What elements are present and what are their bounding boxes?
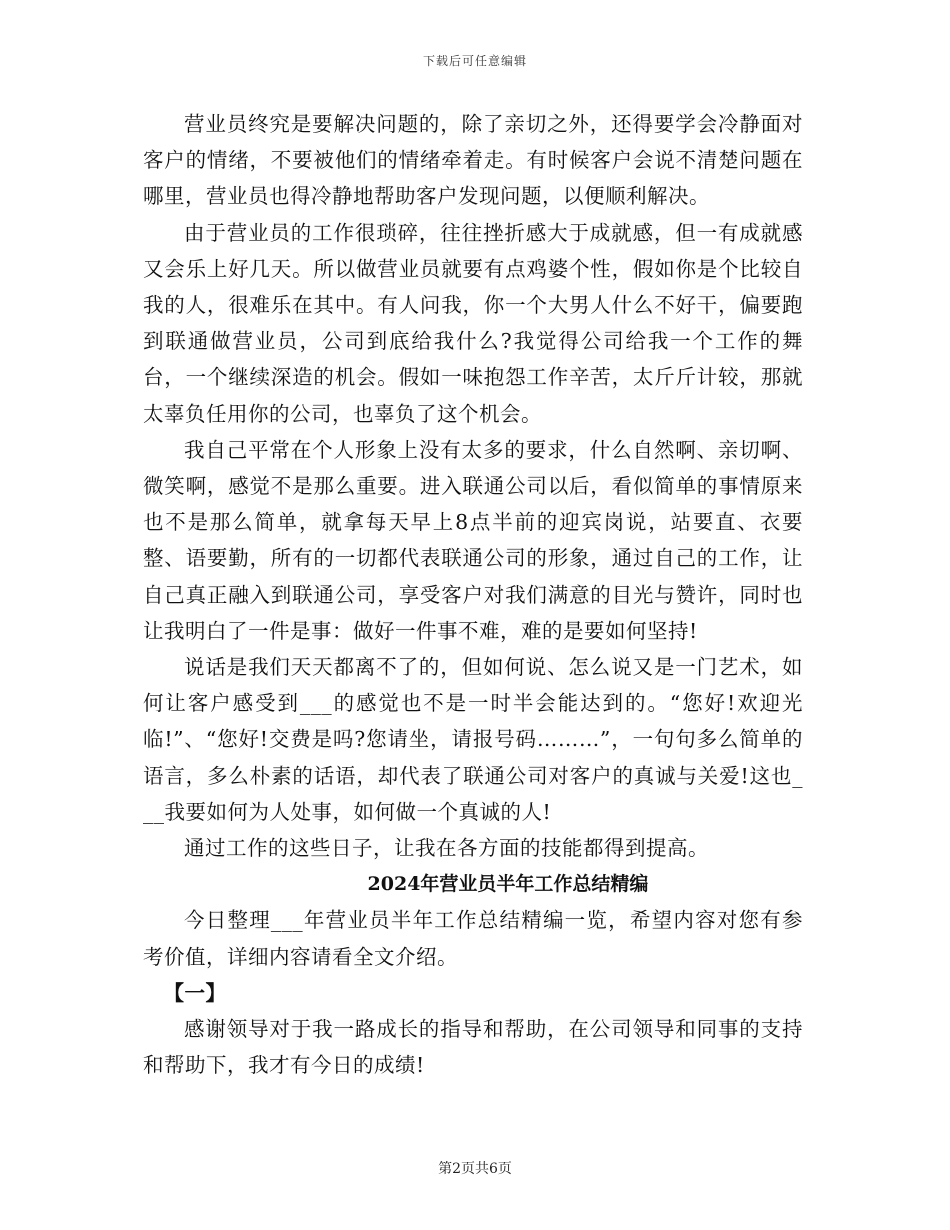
page-footer-number: 第2页共6页 xyxy=(438,1161,512,1177)
paragraph: 感谢领导对于我一路成长的指导和帮助，在公司领导和同事的支持和帮助下，我才有今日的成绩! xyxy=(143,1017,803,1078)
section-marker: 【一】 xyxy=(163,980,227,1005)
document-body xyxy=(143,106,803,1083)
paragraph: 说话是我们天天都离不了的，但如何说、怎么说又是一门艺术，如何让客户感受到___的感觉也不是一时半会能达到的。“您好!欢迎光临!”、“您好!交费是吗?您请坐，请报号码………”，一句句多么简单的语言，多么朴素的话语，却代表了联通公司对客户的真诚与关爱!这也___我要如何为人处事，如何做一个真诚的人! xyxy=(143,655,803,824)
section-intro: 今日整理___年营业员半年工作总结精编一览，希望内容对您有参考价值，详细内容请看全文介绍。 xyxy=(143,908,803,969)
paragraph: 通过工作的这些日子，让我在各方面的技能都得到提高。 xyxy=(184,836,709,861)
paragraph: 由于营业员的工作很琐碎，往往挫折感大于成就感，但一有成就感又会乐上好几天。所以做营业员就要有点鸡婆个性，假如你是个比较自我的人，很难乐在其中。有人问我，你一个大男人什么不好干，偏要跑到联通做营业员，公司到底给我什么?我觉得公司给我一个工作的舞台，一个继续深造的机会。假如一味抱怨工作辛苦，太斤斤计较，那就太辜负任用你的公司，也辜负了这个机会。 xyxy=(143,220,803,426)
page-header-note: 下载后可任意编辑 xyxy=(422,54,527,68)
section-title: 2024年营业员半年工作总结精编 xyxy=(367,873,649,896)
paragraph: 营业员终究是要解决问题的，除了亲切之外，还得要学会冷静面对客户的情绪，不要被他们的情绪牵着走。有时候客户会说不清楚问题在哪里，营业员也得冷静地帮助客户发现问题，以便顺利解决。 xyxy=(143,112,803,209)
paragraph: 我自己平常在个人形象上没有太多的要求，什么自然啊、亲切啊、微笑啊，感觉不是那么重要。进入联通公司以后，看似简单的事情原来也不是那么简单，就拿每天早上8点半前的迎宾岗说，站要直、衣要整、语要勤，所有的一切都代表联通公司的形象，通过自己的工作，让自己真正融入到联通公司，享受客户对我们满意的目光与赞许，同时也让我明白了一件是事：做好一件事不难，难的是要如何坚持! xyxy=(143,437,803,643)
